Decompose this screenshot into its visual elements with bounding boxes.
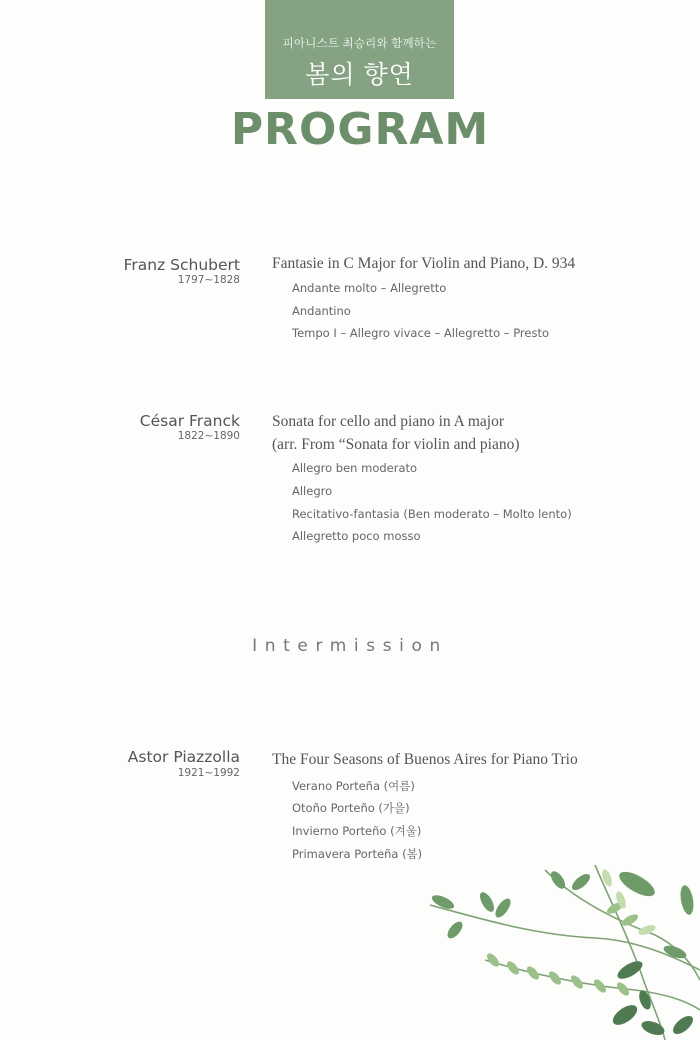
leafy-vine-icon xyxy=(425,860,700,1040)
movement-item: Invierno Porteño (겨울) xyxy=(292,824,422,838)
work-title-subline: (arr. From “Sonata for violin and piano) xyxy=(272,436,520,453)
composer-name: Franz Schubert xyxy=(123,256,240,274)
movement-item: Allegretto poco mosso xyxy=(292,529,421,543)
composer-name: César Franck xyxy=(139,412,240,430)
movement-item: Andantino xyxy=(292,304,351,318)
movement-item: Otoño Porteño (가을) xyxy=(292,801,410,815)
work-title: Fantasie in C Major for Violin and Piano, D. 934 xyxy=(272,255,576,272)
composer-name: Astor Piazzolla xyxy=(127,748,240,766)
movement-item: Tempo I – Allegro vivace – Allegretto – Presto xyxy=(292,326,550,340)
movement-item: Allegro xyxy=(292,484,333,498)
composer-years: 1797~1828 xyxy=(177,274,240,286)
work-title: Sonata for cello and piano in A major xyxy=(272,413,505,430)
composer-years: 1822~1890 xyxy=(177,430,240,442)
composer-years: 1921~1992 xyxy=(177,767,240,779)
header-subtitle: 피아니스트 최승리와 함께하는 xyxy=(282,38,437,50)
movement-item: Andante molto – Allegretto xyxy=(292,281,447,295)
work-title: The Four Seasons of Buenos Aires for Piano Trio xyxy=(272,751,578,768)
program-title: PROGRAM xyxy=(230,104,490,155)
header-title: 봄의 향연 xyxy=(305,61,414,89)
movement-item: Verano Porteña (여름) xyxy=(292,779,415,793)
movement-item: Allegro ben moderato xyxy=(292,461,418,475)
intermission-label: Intermission xyxy=(252,636,448,656)
movement-item: Primavera Porteña (봄) xyxy=(292,847,423,861)
movement-item: Recitativo-fantasia (Ben moderato – Molto lento) xyxy=(292,507,572,521)
header-banner xyxy=(265,0,454,99)
